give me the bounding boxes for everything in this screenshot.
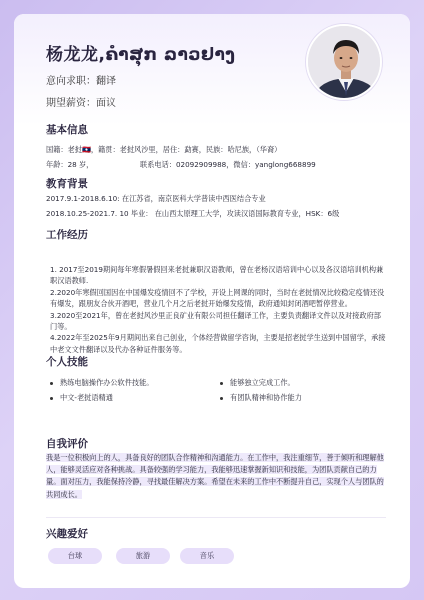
skill-text: 能够独立完成工作。 (230, 378, 295, 387)
skill-item (220, 378, 295, 388)
section-title-evaluation-text: 自我评价 (46, 438, 88, 450)
section-title-basic (46, 122, 88, 137)
job-intent (46, 72, 116, 87)
bullet-icon (220, 382, 223, 385)
salary-label: 期望薪资： (46, 98, 96, 109)
self-evaluation-text (46, 452, 386, 501)
section-title-education (46, 176, 88, 191)
skill-item (220, 393, 302, 403)
hobby-tag: 音乐 (180, 548, 234, 564)
education-item: 2017.9.1-2018.6.10: 在江苏省，南京医科大学普读中西医结合专业 (46, 194, 266, 203)
skill-text: 有团队精神和协作能力 (230, 393, 302, 402)
work-list (50, 264, 386, 355)
work-item: 4.2022年至2025年9月期间出来自己创业，个体经营做留学咨询，主要是招老挝学生送到中国留学，承接中老文文件翻译以及代办各种证件服务等。 (50, 333, 386, 354)
skill-item (50, 393, 113, 403)
candidate-name: 杨龙龙,ຄຳສຸກ ລາວຢາງ (46, 45, 236, 65)
job-intent-label: 意向求职： (46, 76, 96, 87)
bullet-icon (220, 397, 223, 400)
salary-value: 面议 (96, 98, 116, 109)
hobby-tag: 台球 (48, 548, 102, 564)
education-item: 2018.10.25-2021.7. 10 毕业： 在山西太原理工大学，攻读汉语国际教育专业，HSK：6级 (46, 209, 340, 218)
hobby-tag: 旅游 (116, 548, 170, 564)
section-title-basic-text: 基本信息 (46, 124, 88, 136)
resume-sheet (14, 14, 410, 588)
section-title-evaluation (46, 436, 88, 451)
self-evaluation-body: 我是一位积极向上的人，具备良好的团队合作精神和沟通能力。在工作中，我注重细节，善于倾听和理解他人，能够灵活应对各种挑战。具备较强的学习能力，我能够迅速掌握新知识和技能，为团队贡献自己的力量。面对压力，我能保持冷静，寻找最佳解决方案。希望在未来的工作中不断提升自己，实现个人与团队的共同成长。 (46, 453, 384, 499)
skill-text: 中文-老挝语精通 (60, 393, 113, 402)
expected-salary (46, 94, 116, 109)
basic-age: 年龄：28 岁， (46, 160, 94, 169)
divider (46, 517, 386, 518)
job-intent-value: 翻译 (96, 76, 116, 87)
section-title-skills (46, 354, 88, 369)
avatar (306, 24, 382, 100)
work-item: 1. 2017至2019期间每年寒假暑假回来老挝兼职汉语教师，曾在老杨汉语培训中心以及各汉语培训机构兼职汉语教师. (50, 265, 384, 286)
section-title-hobbies-text: 兴趣爱好 (46, 528, 88, 540)
work-item: 2.2020年寒假回国因在中国爆发疫情回不了学校，开设上网课的同时，当时在老挝情况比较稳定疫情还没有爆发，跟朋友合伙开酒吧，营业几个月之后老挝开始爆发疫情，政府通知封闭酒吧暂停营业。 (50, 287, 385, 309)
section-title-work-text: 工作经历 (46, 229, 88, 241)
basic-contact: 联系电话：02092909988，微信：yanglong668899 (140, 160, 316, 169)
bullet-icon (50, 397, 53, 400)
section-title-education-text: 教育背景 (46, 178, 88, 190)
basic-line-1: 国籍：老挝🇱🇦，籍贯：老挝风沙里，居住：勐赛，民族：哈尼族，（华裔） (46, 145, 282, 154)
section-title-hobbies (46, 526, 88, 541)
work-item: 3.2020至2021年，曾在老挝风沙里正良矿业有限公司担任翻译工作，主要负责翻译文件以及对接政府部门等。 (50, 310, 381, 332)
section-title-skills-text: 个人技能 (46, 356, 88, 368)
skill-item (50, 378, 153, 388)
bullet-icon (50, 382, 53, 385)
skill-text: 熟练电脑操作办公软件技能。 (60, 378, 154, 387)
section-title-work (46, 227, 88, 242)
